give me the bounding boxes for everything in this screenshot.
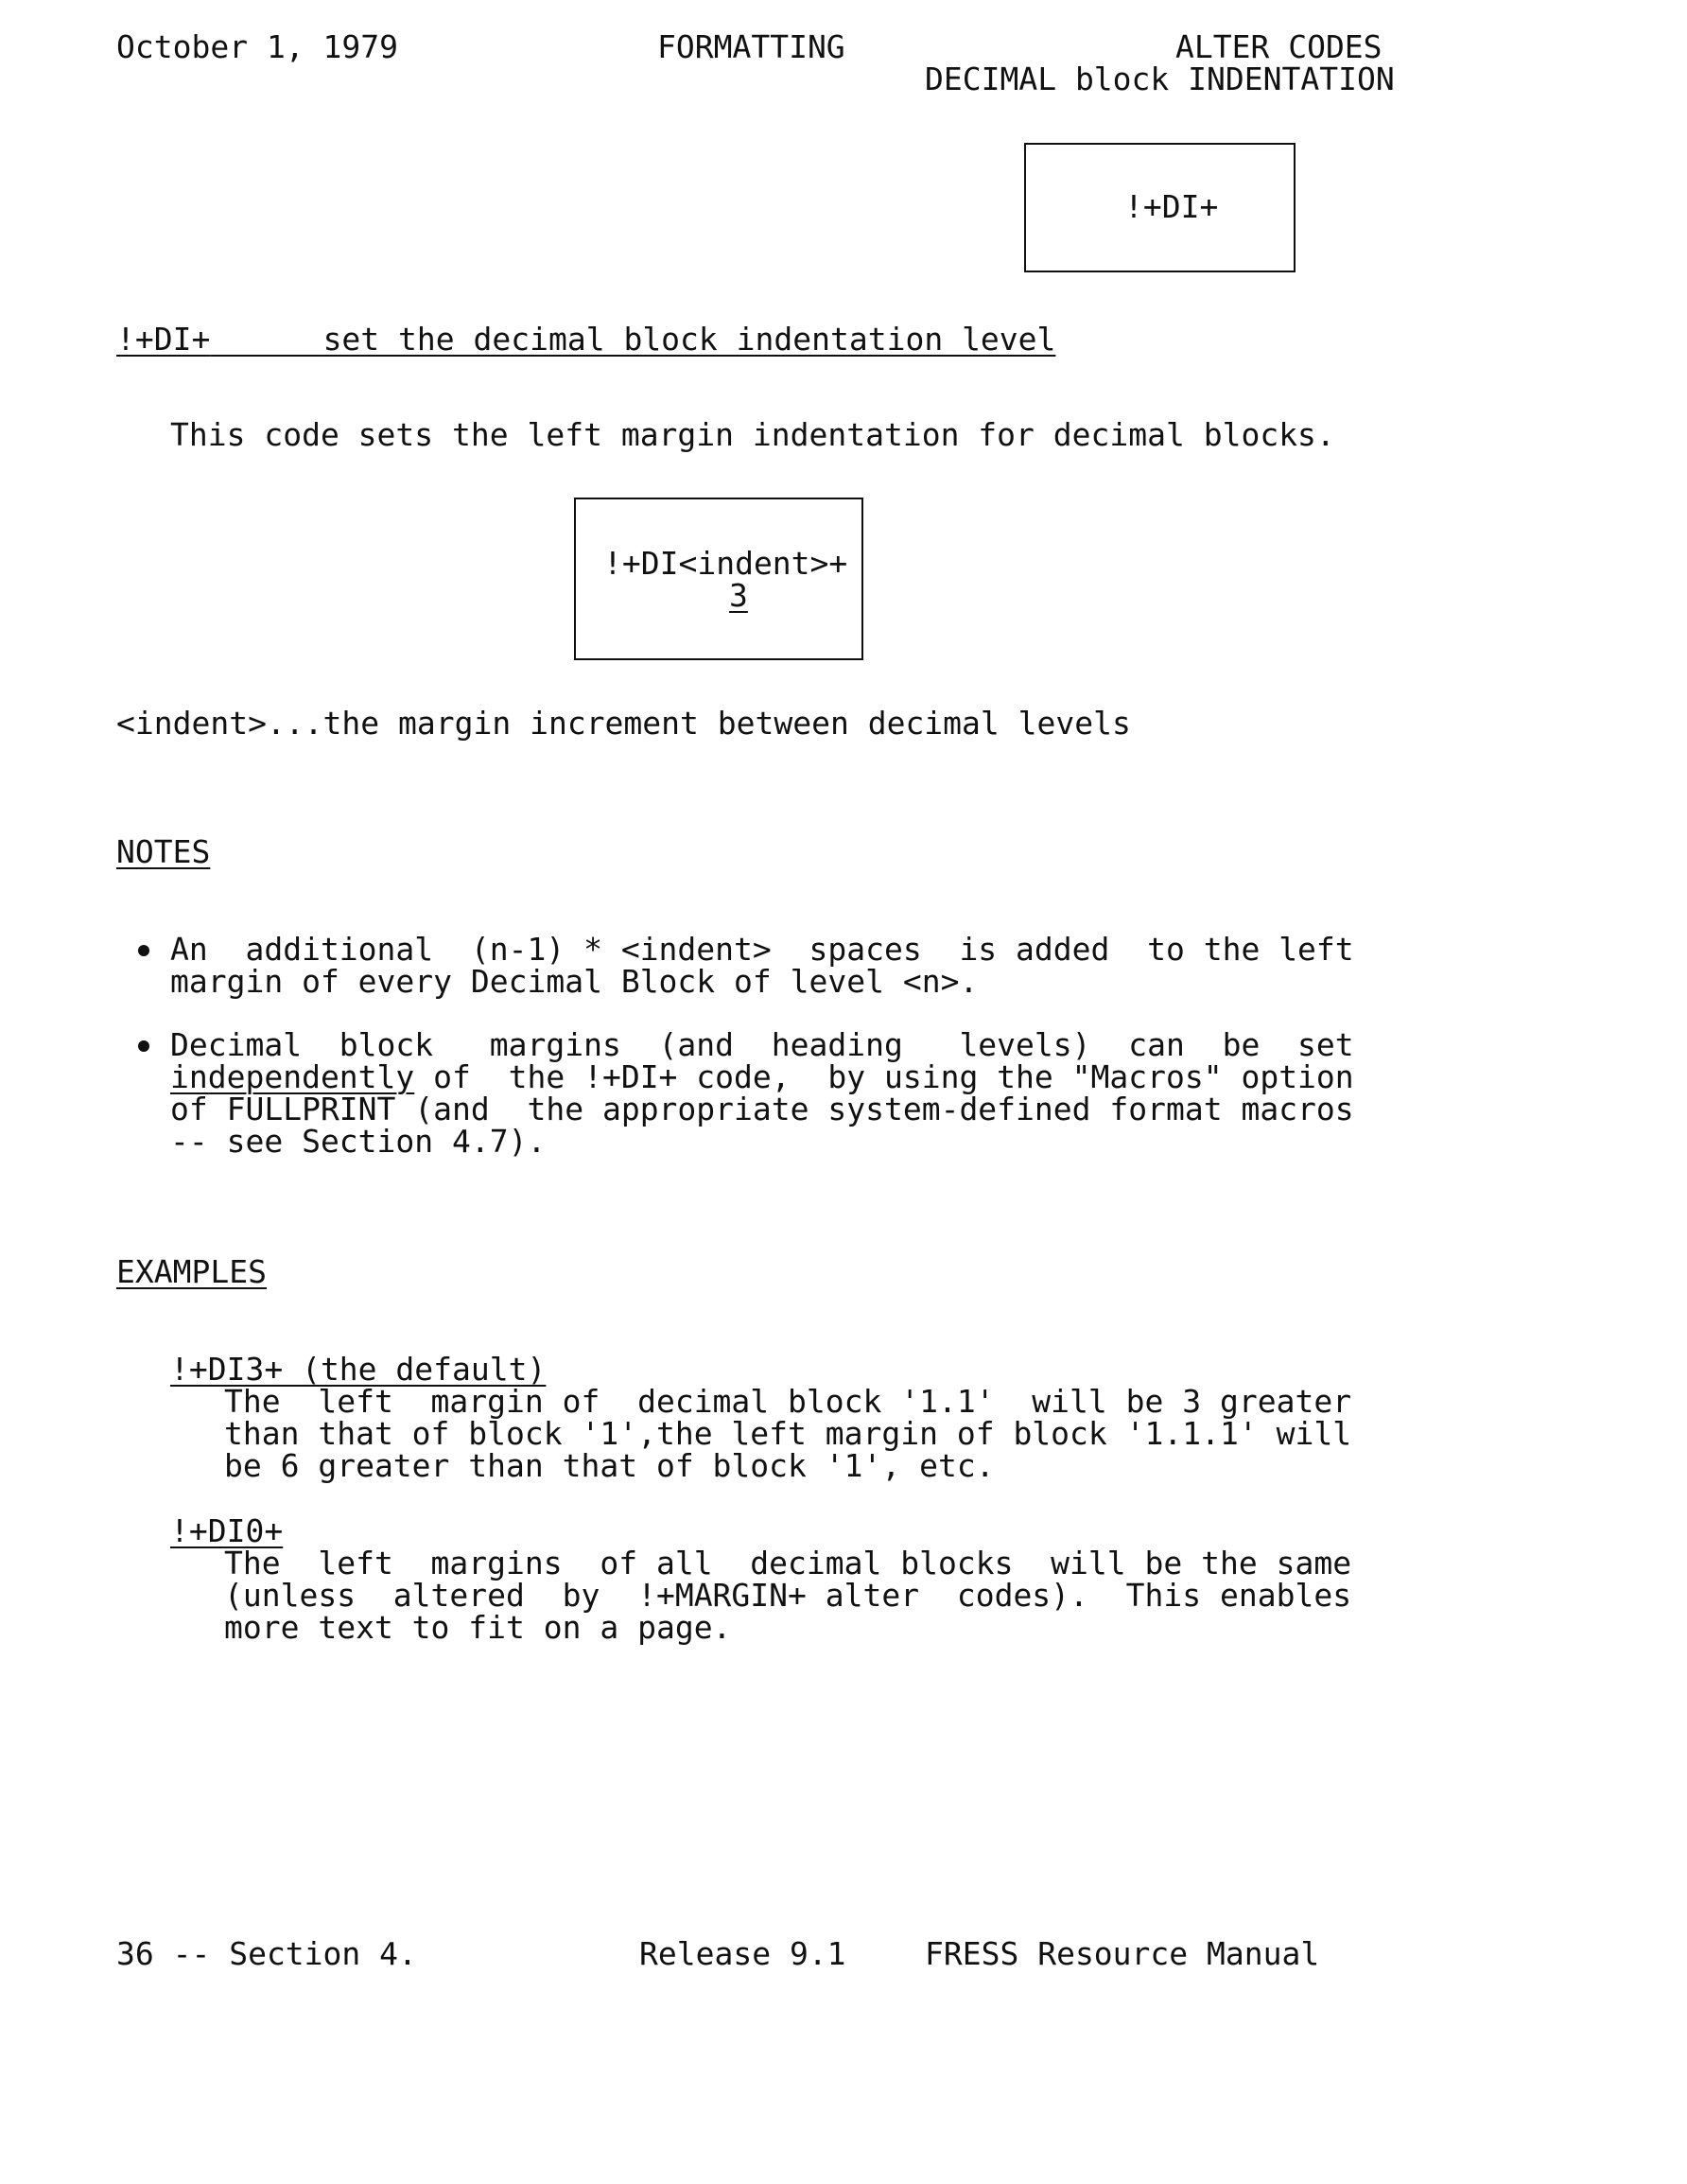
footer-manual: FRESS Resource Manual	[925, 1935, 1320, 1972]
bullet-icon	[138, 1040, 149, 1052]
footer-release: Release 9.1	[639, 1935, 846, 1972]
code-box-label: !+DI+	[1124, 188, 1219, 225]
example-2-line-2: (unless altered by !+MARGIN+ alter codes). This enables	[224, 1577, 1352, 1614]
notes-heading: NOTES	[116, 833, 211, 870]
header-chapter: FORMATTING	[657, 28, 845, 65]
note-2-line-3: of FULLPRINT (and the appropriate system-defined format macros	[170, 1091, 1354, 1127]
footer-page: 36 -- Section 4.	[116, 1935, 417, 1972]
example-1-line-3: be 6 greater than that of block '1', etc.	[224, 1447, 995, 1484]
example-1-title: !+DI3+ (the default)	[170, 1351, 547, 1388]
example-1-line-2: than that of block '1',the left margin of block '1.1.1' will	[224, 1415, 1352, 1452]
bullet-icon	[138, 945, 149, 956]
code-box	[1024, 143, 1296, 272]
note-2-line-4: -- see Section 4.7).	[170, 1123, 547, 1160]
example-2-line-1: The left margins of all decimal blocks will be the same	[224, 1545, 1352, 1581]
example-2-title: !+DI0+	[170, 1512, 284, 1549]
title-description: set the decimal block indentation level	[322, 321, 1056, 358]
note-2-line-2-rest: of the !+DI+ code, by using the "Macros" option	[414, 1058, 1354, 1095]
note-1-line-2: margin of every Decimal Block of level <n>.	[170, 963, 979, 1000]
syntax-text: !+DI<indent>+	[603, 545, 848, 582]
intro-text: This code sets the left margin indentation for decimal blocks.	[170, 416, 1335, 453]
note-2-line-2	[170, 1060, 1354, 1093]
parameter-text: <indent>...the margin increment between decimal levels	[116, 705, 1131, 742]
note-2-underlined: independently	[170, 1058, 415, 1095]
title-code: !+DI+	[116, 321, 211, 358]
header-subject: DECIMAL block INDENTATION	[925, 61, 1395, 97]
header-date: October 1, 1979	[116, 28, 399, 65]
syntax-box	[574, 498, 863, 660]
examples-heading: EXAMPLES	[116, 1253, 267, 1290]
example-1-line-1: The left margin of decimal block '1.1' will be 3 greater	[224, 1383, 1352, 1420]
title-line	[116, 321, 1056, 358]
syntax-default: 3	[729, 577, 748, 614]
header-category: ALTER CODES	[1175, 28, 1383, 65]
note-2-line-1: Decimal block margins (and heading levels) can be set	[170, 1026, 1354, 1063]
example-2-line-3: more text to fit on a page.	[224, 1609, 732, 1646]
note-1-line-1: An additional (n-1) * <indent> spaces is added to the left	[170, 931, 1354, 968]
